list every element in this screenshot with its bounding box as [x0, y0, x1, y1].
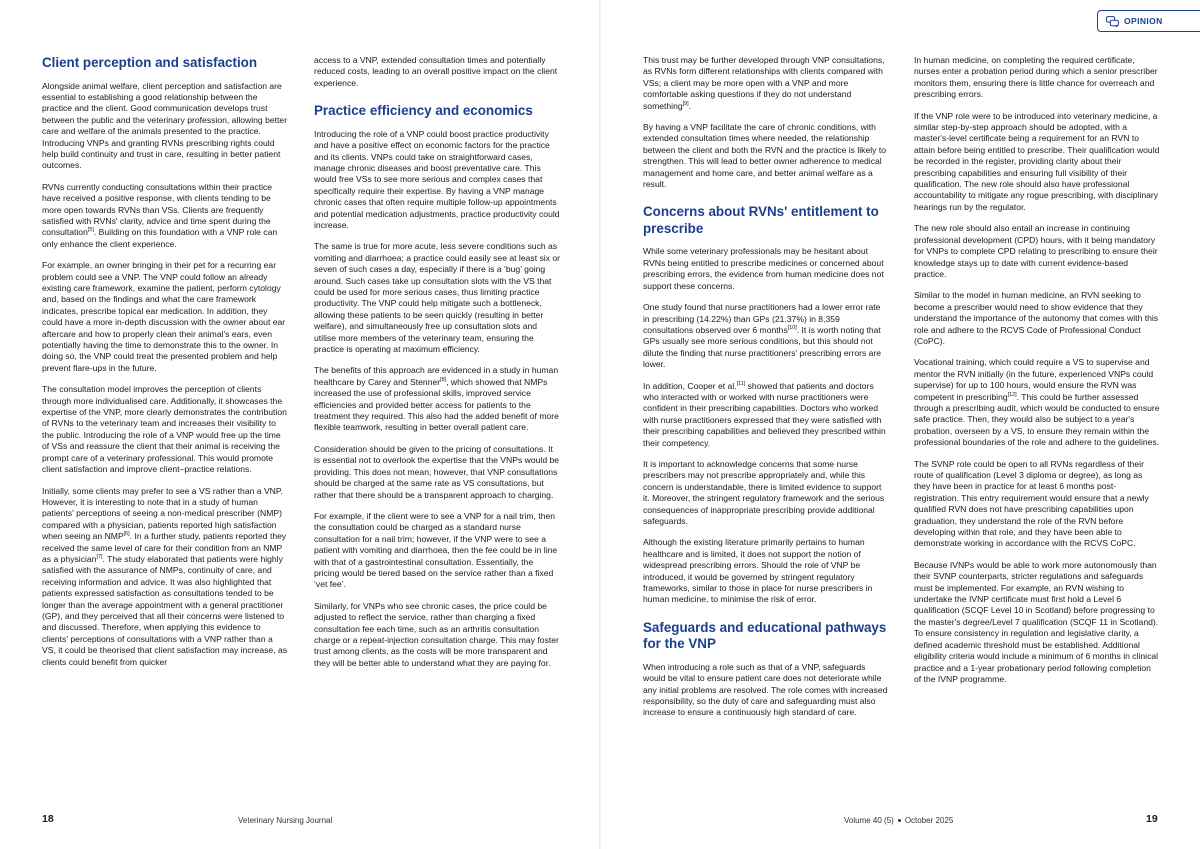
paragraph: Vocational training, which could require a VS to supervise and mentor the RVN initially (in the future, experienced VNPs could supervise) for up to 100 hours, would ensure the RVN was competent in prescribing[12]. This could be further assessed through a prescribing audit, which would be conducted to ensure safe practice. Then, they would also be subject to a year's probation, overseen by a VS, to ensure they remain within the professional boundaries of the role and adhere to the guidelines.: [914, 357, 1160, 448]
volume: Volume 40 (5): [844, 816, 894, 825]
page-number-left: 18: [42, 813, 54, 825]
speech-bubbles-icon: [1106, 16, 1119, 27]
paragraph: One study found that nurse practitioners had a lower error rate in prescribing (14.22%) than GPs (21.37%) in 8,359 consultations observed over 6 months[10]. It is worth noting that GPs usually see more serious conditions, but this should not dilute the finding that nurse practitioners' prescribing errors are lower.: [643, 302, 882, 370]
paragraph: In addition, Cooper et al.[11] showed that patients and doctors who interacted with or worked with nurse practitioners were confident in their prescribing capabilities. Doctors who worked with nurse practitioners expressed that they were satisfied with their prescribing capabilities and believed they prescribed within their competency.: [643, 380, 886, 448]
column-2: [314, 55, 560, 679]
citation-ref: [9]: [682, 100, 689, 107]
paragraph: When introducing a role such as that of a VNP, safeguards would be vital to ensure patient care does not deteriorate while any initial problems are resolved. The role comes with increased responsibility, so the duty of care and safeguarding must also increase to ensure a continuously high standard of care.: [643, 661, 888, 718]
column-4: [914, 55, 1160, 695]
issue-date: October 2025: [904, 816, 954, 825]
paragraph: Similar to the model in human medicine, an RVN seeking to become a prescriber would need to show evidence that they understand the importance of the autonomy that comes with this role and adhere to the RCVS Code of Professional Conduct (CoPC).: [914, 290, 1159, 346]
paragraph: Alongside animal welfare, client perception and satisfaction are essential to establishing a good relationship between the practice and the client. Good communication develops trust between the public and the veterinary profession, allowing better care and welfare of the animals presented to the practice. Introducing VNPs and granting RVNs prescribing rights could help build continuity and trust in care, resulting in better patient outcomes.: [42, 80, 288, 171]
paragraph: The same is true for more acute, less severe conditions such as vomiting and diarrhoea; a practice could easily see at least six or seven of such cases a day, especially if there is a ‘bug’ going around. Such cases take up consultation slots with the VS that could be used for more serious cases, thus limiting practice productivity. The VNP could help mitigate such a bottleneck, allowing these patients to be seen quickly (resulting in better welfare), and simultaneously free up consultation slots and utilise more members of the veterinary team, ensuring the practice is operating at maximum efficiency.: [314, 241, 561, 355]
paragraph: RVNs currently conducting consultations within their practice have received a positive response, with clients tending to be more open towards RVNs than VSs. Clients are frequently satisfied with RVNs' clarity, advice and time spent during the consultation[5]. Building on this foundation with a VNP role can only enhance the client experience.: [42, 181, 278, 249]
paragraph: Consideration should be given to the pricing of consultations. It is essential not to overlook the expertise that the VNPs would be providing. This does not mean, however, that VNP consultations should be charged at the same rate as VS consultations, but rather that there should be a transparent approach to charging.: [314, 443, 560, 500]
column-3: [643, 55, 889, 729]
section-heading-safeguards: Safeguards and educational pathways for the VNP: [643, 619, 887, 652]
journal-name: Veterinary Nursing Journal: [238, 816, 333, 825]
opinion-label: OPINION: [1124, 16, 1163, 26]
paragraph: In human medicine, on completing the required certificate, nurses enter a probation period during which a senior prescriber monitors them, ensuring there is little chance for overreach and prescribing errors.: [914, 55, 1158, 100]
paragraph: The benefits of this approach are evidenced in a study in human healthcare by Carey and Stenner[8], which showed that NMPs increased the use of professional skills, improved service efficiencies and provided better access for patients to the treatment they required. This also had the added benefit of more flexible teamwork, resulting in better overall patient care.: [314, 365, 559, 433]
section-heading-practice-efficiency: Practice efficiency and economics: [314, 103, 533, 119]
citation-ref: [5]: [87, 227, 94, 234]
paragraph: The new role should also entail an increase in continuing professional development (CPD) hours, with it being mandatory for VNPs to complete CPD relating to prescribing to ensure their knowledge stays up to date with current evidence-based practice.: [914, 223, 1158, 279]
section-heading-concerns: Concerns about RVNs' entitlement to prescribe: [643, 204, 879, 236]
opinion-section-tab: [1097, 10, 1200, 32]
citation-ref: [8]: [440, 376, 447, 383]
column-1: [42, 55, 288, 678]
right-page: [600, 0, 1200, 849]
citation-ref: [6]: [123, 531, 130, 538]
paragraph: Because IVNPs would be able to work more autonomously than their SVNP counterparts, stricter regulations and safeguards must be implemented. For example, an RVN wishing to undertake the IVNP certificate must first hold a Level 6 qualification (SCQF Level 10 in Scotland) before progressing to the master's degree/Level 7 qualification (SCQF 11 in Scotland). To ensure consistency in regulation and legislative clarity, a defined academic threshold must be established. Additional eligibility criteria would include a minimum of 6 months in clinical practice and a 1-year probationary period following completion of the IVNP programme.: [914, 559, 1159, 684]
paragraph: access to a VNP, extended consultation times and potentially reduced costs, leading to an overall positive impact on the client experience.: [314, 55, 558, 88]
bullet-separator: [898, 819, 901, 822]
citation-ref: [12]: [1007, 391, 1017, 398]
paragraph: The SVNP role could be open to all RVNs regardless of their route of qualification (Level 3 diploma or degree), as long as they have been in practice for at least 6 months post-registration. This entry requirement would ensure that a newly qualified RVN does not have prescribing capabilities upon graduation, they understand the role of the RVN before developing within that role, and they have been able to demonstrate working in accordance with the RCVS CoPC.: [914, 458, 1149, 549]
paragraph: It is important to acknowledge concerns that some nurse prescribers may not prescribe appropriately and, while this concern is understandable, there is limited evidence to support it. Moreover, the stringent regulatory framework and the serious consequences of inappropriate prescribing provide additional safeguards.: [643, 458, 885, 526]
paragraph: This trust may be further developed through VNP consultations, as RVNs form different relationships with clients compared with VSs; a client may be more open with a VNP and more comfortable asking questions if they do not understand something[9].: [643, 55, 885, 111]
issue-info: [844, 816, 953, 825]
paragraph: Although the existing literature primarily pertains to human healthcare and is limited, it does not support the notion of widespread prescribing errors. Should the role of VNP be introduced, it would be governed by stringent regulatory frameworks, similar to those in place for nurse prescribers in human medicine, to minimise the risk of error.: [643, 537, 873, 605]
page-number-right: 19: [1146, 813, 1158, 825]
citation-ref: [11]: [736, 380, 746, 387]
paragraph: While some veterinary professionals may be hesitant about RVNs being entitled to prescribe medicines or concerned about prescribing errors, the evidence from human medicine does not support these concerns.: [643, 246, 884, 291]
paragraph: For example, an owner bringing in their pet for a recurring ear problem could see a VNP. The VNP could follow an already existing care framework, examine the patient, perform cytology and, based on the findings and what the care framework indicates, prescribe topical ear medication. In addition, they could have a more in-depth discussion with the owner about ear aftercare and how to properly clean their animal's ears, even potentially having the time to demonstrate this to the owner. In doing so, the VNP could treat the presented problem and help prevent flare-ups in the future.: [42, 260, 286, 373]
paragraph: Similarly, for VNPs who see chronic cases, the price could be adjusted to reflect the service, rather than charging a fixed consultation fee each time, such as an arthritis consultation charge or a repeat-injection consultation charge. This may foster trust among clients, as the costs will be more transparent and they will be better able to understand what they are paying for.: [314, 600, 559, 668]
paragraph: For example, if the client were to see a VNP for a nail trim, then the consultation could be charged as a standard nurse consultation for a nail trim; however, if the VNP were to see a patient with vomiting and diarrhoea, then the fee could be in line with that of a gastrointestinal consultation. Essentially, the pricing would be tiered based on the service rather than a fixed ‘vet fee’.: [314, 510, 558, 590]
section-heading-client-perception: Client perception and satisfaction: [42, 55, 258, 70]
citation-ref: [10]: [787, 325, 797, 332]
paragraph: If the VNP role were to be introduced into veterinary medicine, a similar step-by-step approach should be adopted, with a master's-level certificate being a requirement for an RVN to attain before being entitled to prescribe. Their qualification would be recorded in the register, providing clarity about their prescribing capabilities and ensuring full visibility of their qualification. The new role should also have professional accountability to mitigate any rogue prescribing, with disciplinary hearings run by the regulator.: [914, 110, 1160, 212]
paragraph: The consultation model improves the perception of clients through more individualised care. Additionally, it showcases the expertise of the VNP, more clearly demonstrates the contribution of RVNs to the veterinary team and increases their visibility to the public. Introducing the role of a VNP would free up the time of VSs and reassure the client that their animal is receiving the prompt care of a veterinary professional. This would promote client satisfaction and improve client–practice relations.: [42, 384, 287, 475]
paragraph: Introducing the role of a VNP could boost practice productivity and have a positive effect on economic factors for the practice and its clients. VNPs could take on straightforward cases, manage chronic diseases and boost preventative care. This would free VSs to see more serious and complex cases that specifically require their expertise. By having a VNP manage chronic cases that often require multiple follow-up appointments and potential medication adjustments, practice productivity could increase.: [314, 128, 560, 230]
paragraph: By having a VNP facilitate the care of chronic conditions, with extended consultation times where needed, the relationship between the client and both the RVN and the practice is likely to strengthen. This will lead to better owner adherence to medical management and home care, and better animal welfare as a result.: [643, 122, 886, 190]
paragraph: Initially, some clients may prefer to see a VS rather than a VNP. However, it is interesting to note that in a study of human patients' perceptions of seeing a non-medical prescriber (NMP) compared with a physician, patients reported high satisfaction when seeing an NMP[6]. In a further study, patients reported they received the same level of care for their condition from an NMP as a physician[7]. The study elaborated that patients were highly satisfied with the assurance of NMPs, continuity of care, and receiving information and advice. It was also highlighted that patients expressed satisfaction as consultations tended to be longer than the average appointment with a general practitioner (GP), and they perceived that all their concerns were listened to and discussed. Therefore, when applying this evidence to clients' perceptions of consultations with a VNP rather than a VS, it could be theorised that client satisfaction may increase, as clients could benefit from quicker: [42, 485, 288, 667]
citation-ref: [7]: [96, 554, 103, 561]
